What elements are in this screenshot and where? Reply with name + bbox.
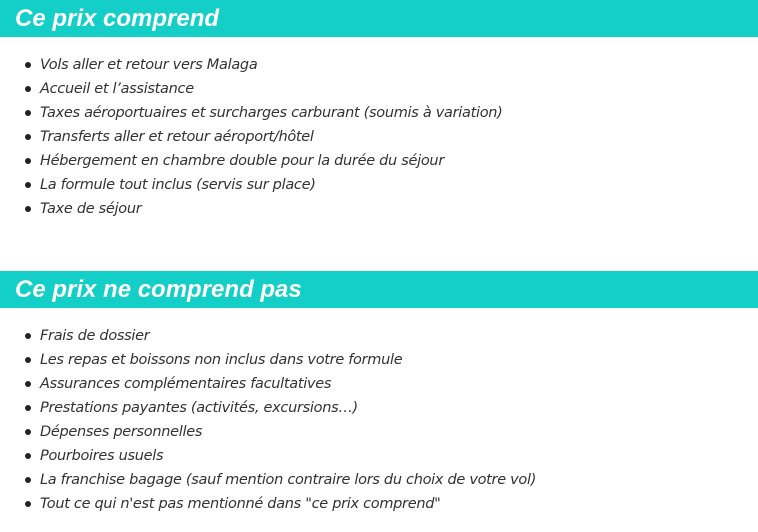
list-item-text: Assurances complémentaires facultatives	[40, 376, 332, 392]
excludes-title: Ce prix ne comprend pas	[15, 276, 302, 303]
list-item-text: Pourboires usuels	[40, 448, 164, 464]
list-item	[0, 444, 536, 468]
bullet-icon	[25, 453, 31, 459]
bullet-icon	[25, 477, 31, 483]
includes-header	[0, 0, 758, 37]
bullet-icon	[25, 206, 31, 212]
excludes-list	[0, 324, 536, 516]
bullet-icon	[25, 405, 31, 411]
bullet-icon	[25, 62, 31, 68]
bullet-icon	[25, 429, 31, 435]
list-item	[0, 197, 503, 221]
list-item	[0, 348, 536, 372]
includes-title: Ce prix comprend	[15, 5, 220, 32]
bullet-icon	[25, 110, 31, 116]
list-item	[0, 420, 536, 444]
bullet-icon	[25, 86, 31, 92]
list-item-text: Vols aller et retour vers Malaga	[40, 57, 258, 73]
list-item-text: La formule tout inclus (servis sur place)	[40, 177, 316, 193]
list-item	[0, 101, 503, 125]
list-item	[0, 324, 536, 348]
list-item	[0, 53, 503, 77]
excludes-header	[0, 271, 758, 308]
list-item	[0, 468, 536, 492]
list-item-text: Taxe de séjour	[40, 201, 142, 217]
bullet-icon	[25, 501, 31, 507]
list-item	[0, 173, 503, 197]
bullet-icon	[25, 182, 31, 188]
list-item	[0, 372, 536, 396]
list-item	[0, 125, 503, 149]
list-item-text: La franchise bagage (sauf mention contraire lors du choix de votre vol)	[40, 472, 537, 488]
list-item-text: Accueil et l’assistance	[40, 81, 194, 97]
bullet-icon	[25, 134, 31, 140]
bullet-icon	[25, 381, 31, 387]
list-item	[0, 492, 536, 516]
list-item-text: Taxes aéroportuaires et surcharges carburant (soumis à variation)	[40, 105, 503, 121]
list-item	[0, 149, 503, 173]
list-item-text: Hébergement en chambre double pour la durée du séjour	[40, 153, 444, 169]
bullet-icon	[25, 158, 31, 164]
list-item	[0, 77, 503, 101]
bullet-icon	[25, 357, 31, 363]
list-item-text: Dépenses personnelles	[40, 424, 203, 440]
list-item-text: Tout ce qui n'est pas mentionné dans "ce prix comprend"	[40, 496, 441, 512]
list-item-text: Transferts aller et retour aéroport/hôtel	[40, 129, 314, 145]
includes-list	[0, 53, 503, 221]
list-item	[0, 396, 536, 420]
list-item-text: Prestations payantes (activités, excursions…)	[40, 400, 358, 416]
bullet-icon	[25, 333, 31, 339]
list-item-text: Frais de dossier	[40, 328, 150, 344]
list-item-text: Les repas et boissons non inclus dans votre formule	[40, 352, 403, 368]
